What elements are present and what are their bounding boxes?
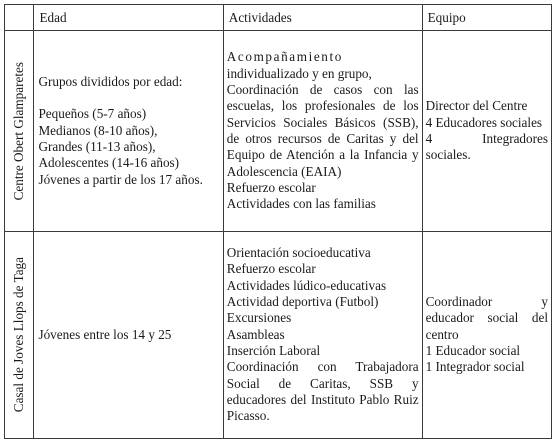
age-group: Pequeños (5-7 años) (38, 106, 147, 122)
team-item: 4 Integradores sociales. (425, 130, 548, 163)
org-cell (5, 231, 34, 438)
age-group: Medianos (8-10 años), (38, 122, 158, 138)
table-row (5, 231, 552, 438)
activity-item: Acompañamiento (226, 49, 343, 65)
table-row (5, 31, 552, 231)
header-team: Equipo (422, 5, 551, 31)
team-item: 1 Integrador social (425, 359, 525, 375)
header-age: Edad (34, 5, 223, 31)
org-name: Casal de Joves Llops de Taga (11, 257, 27, 413)
age-cell (34, 31, 223, 231)
activity-item: Orientación socioeducativa (226, 245, 371, 261)
age-intro: Grupos divididos por edad: (38, 74, 183, 90)
activity-item: Actividad deportiva (Futbol) (226, 294, 379, 310)
org-cell (5, 31, 34, 231)
team-item: Coordinador y educador social del centro (425, 294, 548, 342)
team-cell (422, 231, 551, 438)
age-range: Jóvenes entre los 14 y 25 (38, 326, 172, 342)
activity-item: Asambleas (226, 326, 285, 342)
activity-item: Coordinación con Trabajadora Social de Caritas, SSB y educadores del Instituto Pablo Ruiz Picasso. (226, 359, 419, 424)
age-group: Jóvenes a partir de los 17 años. (38, 171, 203, 187)
team-item: 1 Educador social (425, 342, 521, 358)
team-cell (422, 31, 551, 231)
header-row (5, 5, 552, 31)
activity-item: Coordinación de casos con las escuelas, los profesionales de los Servicios Sociales Básicos (SSB), de otros recursos de Caritas y del Equipo de Atención a la Infancia y Adolescencia (EAIA) (226, 82, 419, 179)
age-group: Grandes (11-13 años), (38, 138, 156, 154)
programs-table (4, 4, 552, 439)
activity-item: Refuerzo escolar (226, 179, 316, 195)
activity-item: Actividades lúdico-educativas (226, 277, 387, 293)
age-group: Adolescentes (14-16 años) (38, 155, 180, 171)
activity-item: Actividades con las familias (226, 196, 376, 212)
activities-cell (223, 31, 422, 231)
team-item: 4 Educadores sociales (425, 114, 543, 130)
header-org (5, 5, 34, 31)
org-name: Centre Obert Glamparetes (11, 61, 27, 201)
header-activities: Actividades (223, 5, 422, 31)
activity-item: Refuerzo escolar (226, 261, 316, 277)
activity-item: individualizado y en grupo, (226, 65, 372, 81)
team-item: Director del Centre (425, 98, 528, 114)
activity-item: Excursiones (226, 310, 292, 326)
age-cell (34, 231, 223, 438)
activities-cell (223, 231, 422, 438)
activity-item: Inserción Laboral (226, 342, 321, 358)
